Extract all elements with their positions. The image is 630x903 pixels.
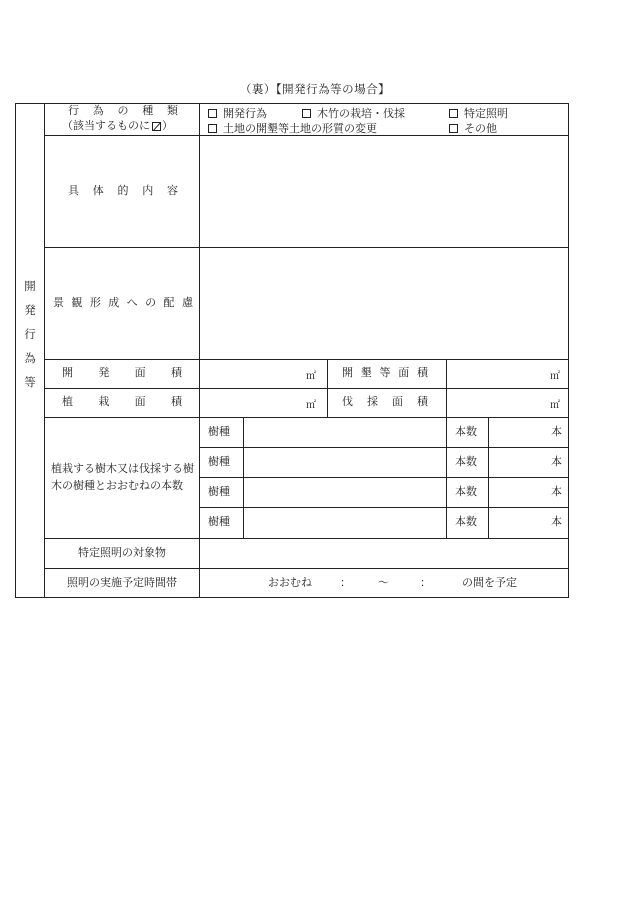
count-label: 本数 xyxy=(455,424,477,438)
count-field[interactable] xyxy=(489,478,549,507)
count-field[interactable] xyxy=(489,508,549,538)
page-title: （裏）【開発行為等の場合】 xyxy=(239,82,391,96)
specific-content-label: 具 体 的 内 容 xyxy=(68,183,178,197)
option-other[interactable]: その他 xyxy=(449,120,497,136)
sqm-unit: ㎡ xyxy=(550,400,560,411)
species-label: 樹種 xyxy=(208,484,230,498)
planting-area-label: 植 栽 面 積 xyxy=(62,395,182,409)
tree-species-label: 植栽する樹木又は伐採する樹木の樹種とおおむねの本数 xyxy=(51,462,194,492)
reclamation-area-label: 開 墾 等 面 積 xyxy=(342,366,428,380)
development-area-label: 開 発 面 積 xyxy=(62,366,182,380)
lighting-time-suffix: の間を予定 xyxy=(462,575,517,589)
count-label: 本数 xyxy=(455,484,477,498)
lighting-time-colon-start: ： xyxy=(340,575,351,589)
option-development-act[interactable]: 開発行為 xyxy=(208,105,267,121)
count-field[interactable] xyxy=(489,418,549,447)
count-unit: 本 xyxy=(551,515,562,529)
lighting-time-prefix: おおむね xyxy=(268,575,312,589)
checked-box-icon xyxy=(152,122,161,131)
option-land-reclamation[interactable]: 土地の開墾等土地の形質の変更 xyxy=(208,120,377,136)
landscape-consideration-label: 景 観 形 成 へ の 配 慮 xyxy=(53,295,193,309)
action-type-label: 行 為 の 種 類 xyxy=(68,104,178,118)
species-field[interactable] xyxy=(244,448,445,477)
lighting-time-colon-end: ： xyxy=(420,575,431,589)
species-field[interactable] xyxy=(244,508,445,538)
species-label: 樹種 xyxy=(208,424,230,438)
lighting-time-label: 照明の実施予定時間帯 xyxy=(67,575,177,589)
option-tree-cultivation-felling[interactable]: 木竹の栽培・伐採 xyxy=(302,105,405,121)
checkbox-icon[interactable] xyxy=(208,109,217,118)
checkbox-icon[interactable] xyxy=(449,109,458,118)
count-unit: 本 xyxy=(551,484,562,498)
count-label: 本数 xyxy=(455,515,477,529)
count-unit: 本 xyxy=(551,454,562,468)
specific-content-field[interactable] xyxy=(200,136,568,246)
sqm-unit: ㎡ xyxy=(306,371,316,382)
species-field[interactable] xyxy=(244,418,445,447)
species-label: 樹種 xyxy=(208,515,230,529)
lighting-target-label: 特定照明の対象物 xyxy=(78,545,166,559)
species-field[interactable] xyxy=(244,478,445,507)
checkbox-icon[interactable] xyxy=(449,124,458,133)
side-label-development: 開 発 行 為 等 xyxy=(24,279,36,389)
count-field[interactable] xyxy=(489,448,549,477)
felling-area-label: 伐 採 面 積 xyxy=(342,395,428,409)
count-label: 本数 xyxy=(455,454,477,468)
rule xyxy=(44,103,45,598)
lighting-time-field[interactable] xyxy=(200,569,568,597)
sqm-unit: ㎡ xyxy=(550,371,560,382)
lighting-target-field[interactable] xyxy=(200,539,568,568)
landscape-consideration-field[interactable] xyxy=(200,248,568,358)
count-unit: 本 xyxy=(551,424,562,438)
option-specific-lighting[interactable]: 特定照明 xyxy=(449,105,508,121)
checkbox-icon[interactable] xyxy=(208,124,217,133)
species-label: 樹種 xyxy=(208,454,230,468)
lighting-time-tilde: ～ xyxy=(378,575,389,589)
checkbox-icon[interactable] xyxy=(302,109,311,118)
action-type-instruction: （該当するものに ） xyxy=(62,119,173,133)
sqm-unit: ㎡ xyxy=(306,400,316,411)
